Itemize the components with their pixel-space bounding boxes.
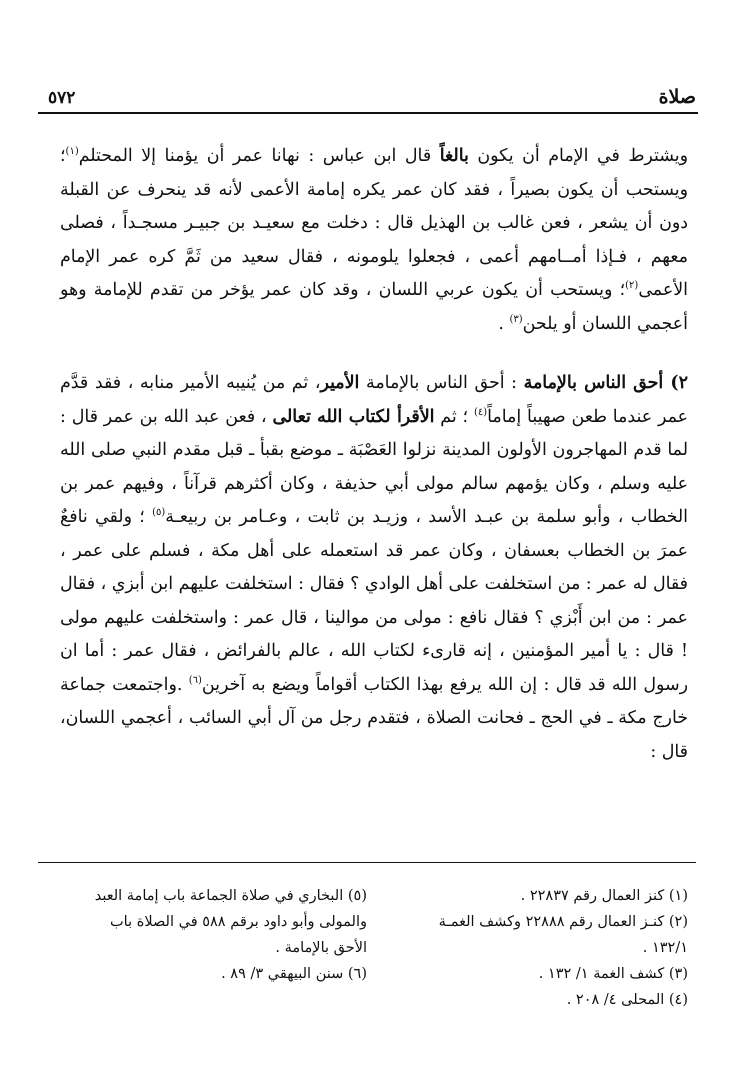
header-rule (38, 112, 698, 114)
footnotes-right-column (388, 883, 688, 1013)
footnote-5: (٥) البخاري في صلاة الجماعة باب إمامة العبد (94, 888, 367, 904)
footnote-ref-2: (٢) (625, 280, 639, 292)
footnote-1: (١) كنز العمال رقم ٢٢٨٣٧ . (520, 888, 688, 904)
footnote-6: (٦) سنن البيهقي ٣/ ٨٩ . (221, 966, 367, 982)
footnote-ref-1: (١) (65, 146, 79, 158)
footnote-5-cont: والمولى وأبو داود برقم ٥٨٨ في الصلاة باب (110, 914, 367, 930)
footnote-2-cont: ١٣٢/١ . (642, 940, 688, 956)
main-text (60, 140, 688, 769)
running-header-title: صلاة (658, 86, 696, 108)
footnote-4: (٤) المحلى ٤/ ٢٠٨ . (566, 992, 688, 1008)
paragraph-prerequisites: ويشترط في الإمام أن يكون بالغاً قال ابن عباس : نهانا عمر أن يؤمنا إلا المحتلم$^{(١)}$؛ويستحب أن يكون بصيراً ، فقد كان عمر يكره إمامة الأعمى لأنه قد ينحرف عن القبلة دون أن يشعر ، فعن غالب بن الهذيل قال : دخلت مع سعيـد بن جبيـر مسجـداً ، فصلى معهم ، فـإذا أمــامهم أعمى ، فجعلوا يلومونه ، فقال سعيد من ثَمَّ كره عمر الإمام الأعمى$^{(٢)}$؛ ويستحب أن يكون عربي اللسان ، وقد كان عمر يؤخر من تقدم للإمامة وهو أعجمي اللسان أو يلحن$^{(٣)}$ . (60, 146, 688, 334)
section-heading: ٢) أحق الناس بالإمامة (523, 373, 688, 393)
footnote-ref-4: (٤) (473, 406, 488, 418)
footnote-ref-6: (٦) (188, 674, 202, 686)
footnote-2: (٢) كنـز العمال رقم ٢٢٨٨٨ وكشف الغمـة (438, 914, 688, 930)
footnote-ref-3: (٣) (509, 313, 523, 325)
footnote-ref-5: (٥) (152, 507, 166, 519)
footnote-rule (38, 862, 696, 863)
footnote-5-cont2: الأحق بالإمامة . (275, 940, 367, 956)
page-number: ٥٧٢ (48, 88, 76, 108)
footnotes-left-column (42, 883, 367, 987)
footnote-3: (٣) كشف الغمة ١/ ١٣٢ . (538, 966, 688, 982)
paragraph-most-entitled: ٢) أحق الناس بالإمامة : أحق الناس بالإمامة الأمير، ثم من يُنيبه الأمير منابه ، فقد قدَّم عمر عندما طعن صهيباً إماماً$^{(٤)}$ ؛ ثم الأقرأ لكتاب الله تعالى ، فعن عبد الله بن عمر قال : لما قدم المهاجرون الأولون المدينة نزلوا العَصْبَة ـ موضع بقبأ ـ قبل مقدم النبي صلى الله عليه وسلم ، وكان يؤمهم سالم مولى أبي حذيفة ، وكان أكثرهم قرآناً ، وفيهم عمر بن الخطاب ، وأبو سلمة بن عبـد الأسد ، وزيـد بن ثابت ، وعـامر بن ربيعـة$^{(٥)}$ ؛ ولقي نافعٌ عمرَ بن الخطاب بعسفان ، وكان عمر قد استعمله على أهل مكة ، فسلم على عمر ، فقال له عمر : من استخلفت على أهل الوادي ؟ فقال : استخلفت عليهم ابن أبزي ، فقال عمر : من ابن أَبْزي ؟ فقال نافع : مولى من موالينا ، قال عمر : واستخلفت عليهم مولى ! قال : يا أمير المؤمنين ، إنه قارىء لكتاب الله ، عالم بالفرائض ، فقال عمر : أما ان رسول الله قد قال : إن الله يرفع بهذا الكتاب أقواماً ويضع به آخرين$^{(٦)}$ .واجتمعت جماعة خارج مكة ـ في الحج ـ فحانت الصلاة ، فتقدم رجل من آل أبي السائب ، أعجمي اللسان، قال : (60, 373, 689, 762)
